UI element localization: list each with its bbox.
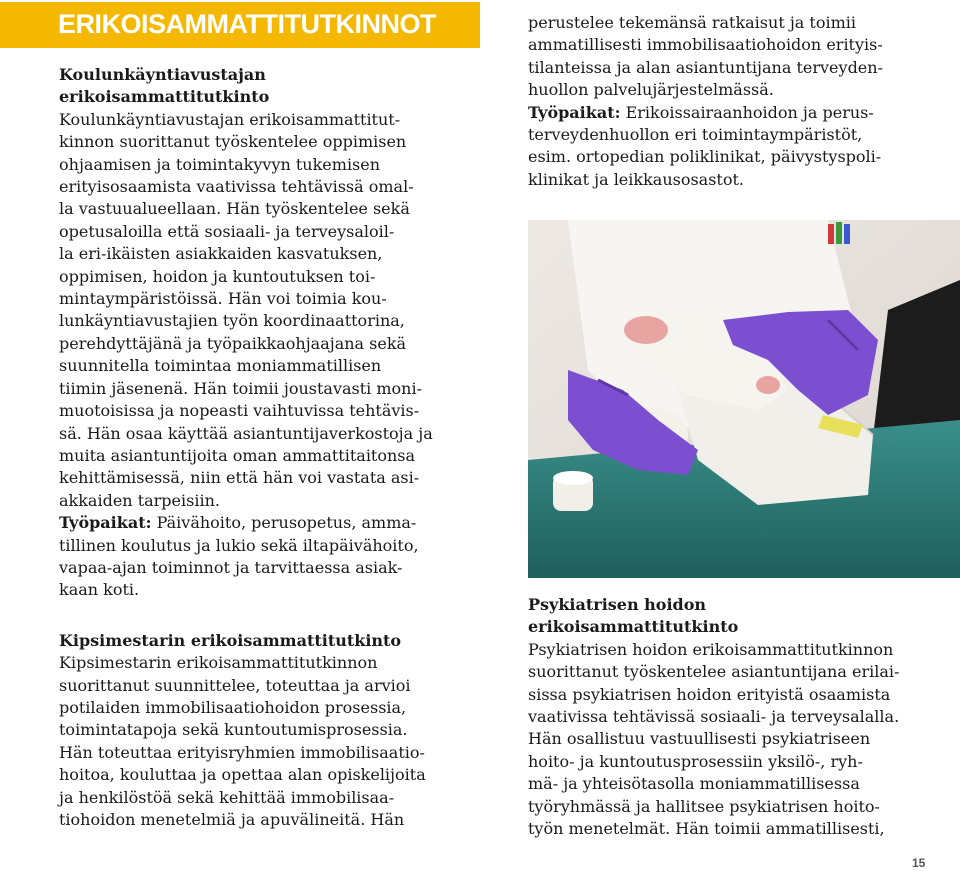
workplaces-first-line [59,512,454,534]
body-line: muita asiantuntijoita oman ammattitaitonsa [59,445,416,465]
heading-line: erikoisammattitutkinto [528,617,739,637]
section-heading-kipsimestari [59,630,454,652]
workplaces-paragraph [59,512,454,602]
body-line: mä- ja yhteisötasolla moniammatillisessa [528,774,860,794]
body-line: työn menetelmät. Hän toimii ammatillisesti, [528,819,885,839]
body-line: sä. Hän osaa käyttää asiantuntijaverkostoja ja [59,423,433,443]
body-line: Psykiatrisen hoidon erikoisammattitutkinnon [528,639,894,659]
body-line: lunkäyntiavustajien työn koordinaattorina, [59,311,405,331]
body-line: la eri-ikäisten asiakkaiden kasvatuksen, [59,244,383,264]
heading-line: Kipsimestarin erikoisammattitutkinto [59,630,402,650]
body-line: terveydenhuollon eri toimintaympäristöt, [528,125,863,145]
body-line: huollon palvelujärjestelmässä. [528,80,774,100]
workplaces-label: Työpaikat: [59,513,152,533]
body-line: vaativissa tehtävissä sosiaali- ja terveysalalla. [528,707,900,727]
page-number: 15 [912,856,926,870]
section-body-kipsimestari-continued [528,12,938,102]
body-line: klinikat ja leikkausosastot. [528,169,745,189]
body-line: la vastuualueellaan. Hän työskentelee sekä [59,199,410,219]
heading-line: erikoisammattitutkinto [59,87,270,107]
body-line: vapaa-ajan toiminnot ja tarvittaessa asiak- [59,557,403,577]
body-line: sissa psykiatrisen hoidon erityistä osaamista [528,684,891,704]
gloved-hands-applying-cast-photo [528,220,960,578]
body-line: muotoisissa ja nopeasti vaihtuvissa tehtävis- [59,401,420,421]
section-body-kipsimestari [59,652,454,831]
workplaces-label: Työpaikat: [528,102,621,122]
body-line: esim. ortopedian poliklinikat, päivystyspoli- [528,147,882,167]
body-line: toimintatapoja sekä kuntoutumisprosessia. [59,720,408,740]
body-line: kaan koti. [59,580,140,600]
workplaces-text: Päivähoito, perusopetus, amma- [151,513,417,533]
body-line: akkaiden tarpeisiin. [59,490,220,510]
body-line: potilaiden immobilisaatiohoidon prosessia, [59,697,407,717]
workplaces-text: Erikoissairaanhoidon ja perus- [620,102,874,122]
body-line: ja henkilöstöä sekä kehittää immobilisaa- [59,787,395,807]
body-line: Hän toteuttaa erityisryhmien immobilisaatio- [59,742,425,762]
body-line: Koulunkäyntiavustajan erikoisammattitut- [59,109,401,129]
workplaces-paragraph [528,102,938,192]
body-line: kehittämisessä, niin että hän voi vastata asi- [59,468,420,488]
left-column [59,64,454,831]
body-line: tiimin jäsenenä. Hän toimii joustavasti moni- [59,378,422,398]
heading-line: Psykiatrisen hoidon [528,595,707,614]
body-line: tilanteissa ja alan asiantuntijana terveyden- [528,57,883,77]
body-line: perustelee tekemänsä ratkaisut ja toimii [528,13,856,32]
page-title: ERIKOISAMMATTITUTKINNOT [58,9,436,39]
workplaces-first-line [528,102,938,124]
section-heading-psykiatrinen [528,594,938,639]
body-line: suorittanut suunnittelee, toteuttaa ja arvioi [59,675,411,695]
body-line: oppimisen, hoidon ja kuntoutuksen toi- [59,266,376,286]
section-gap [59,602,454,630]
body-line: ohjaamisen ja toimintakyvyn tukemisen [59,154,381,174]
heading-line: Koulunkäyntiavustajan [59,65,266,84]
body-line: hoito- ja kuntoutusprosessiin yksilö-, ryh- [528,751,863,771]
section-body-koulunkayntiavustaja [59,109,454,512]
body-line: työryhmässä ja hallitsee psykiatrisen hoito- [528,796,880,816]
body-line: Hän osallistuu vastuullisesti psykiatriseen [528,729,871,749]
header-bar [0,2,480,48]
body-line: ammatillisesti immobilisaatiohoidon erityis- [528,35,883,55]
section-heading-koulunkayntiavustaja [59,64,454,109]
body-line: perehdyttäjänä ja työpaikkaohjaajana sekä [59,333,407,353]
body-line: erityisosaamista vaativissa tehtävissä omal- [59,177,414,197]
section-body-psykiatrinen [528,639,938,841]
body-line: suunnitella toimintaa moniammatillisen [59,356,382,376]
body-line: opetusaloilla että sosiaali- ja terveysaloil- [59,221,395,241]
body-line: kinnon suorittanut työskentelee oppimisen [59,132,407,152]
body-line: tiohoidon menetelmiä ja apuvälineitä. Hän [59,810,405,829]
right-column-bottom [528,594,938,840]
body-line: mintaympäristöissä. Hän voi toimia kou- [59,289,387,309]
right-column-top [528,12,938,191]
body-line: Kipsimestarin erikoisammattitutkinnon [59,653,378,673]
body-line: tillinen koulutus ja lukio sekä iltapäivähoito, [59,535,419,555]
body-line: suorittanut työskentelee asiantuntijana erilai- [528,662,900,682]
body-line: hoitoa, kouluttaa ja opettaa alan opiskelijoita [59,765,426,785]
